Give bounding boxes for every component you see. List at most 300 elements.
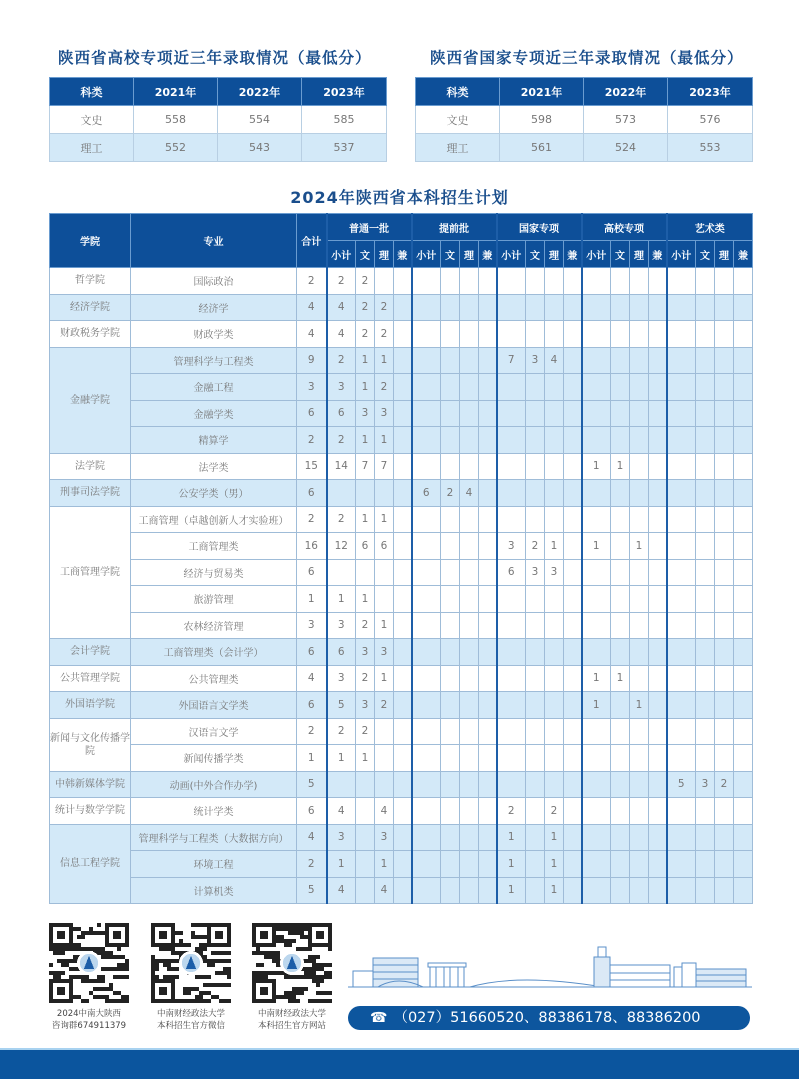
quota-cell xyxy=(715,374,734,401)
quota-cell xyxy=(715,268,734,295)
quota-cell xyxy=(441,718,460,745)
quota-cell xyxy=(696,745,715,772)
quota-cell xyxy=(582,851,611,878)
quota-cell xyxy=(715,586,734,613)
quota-cell xyxy=(715,665,734,692)
quota-cell xyxy=(356,480,375,507)
quota-cell xyxy=(394,480,412,507)
quota-cell xyxy=(564,824,582,851)
quota-cell xyxy=(715,612,734,639)
quota-cell xyxy=(611,851,630,878)
quota-cell: 1 xyxy=(356,745,375,772)
quota-cell xyxy=(667,877,696,904)
quota-cell xyxy=(564,294,582,321)
quota-cell xyxy=(667,612,696,639)
quota-cell: 4 xyxy=(375,877,394,904)
quota-cell: 1 xyxy=(375,851,394,878)
qr-label-line: 2024中南大陕西 xyxy=(56,1009,122,1019)
quota-cell: 2 xyxy=(356,665,375,692)
quota-cell xyxy=(582,427,611,454)
quota-cell xyxy=(394,798,412,825)
qr-label-line: 中南财经政法大学 xyxy=(156,1009,225,1019)
quota-cell: 3 xyxy=(327,612,356,639)
major-name: 精算学 xyxy=(131,427,297,454)
quota-cell xyxy=(696,321,715,348)
quota-cell xyxy=(460,533,479,560)
quota-cell: 1 xyxy=(356,347,375,374)
major-name: 外国语言文学类 xyxy=(131,692,297,719)
quota-cell xyxy=(460,586,479,613)
quota-cell xyxy=(564,559,582,586)
quota-cell xyxy=(715,453,734,480)
table-header-row xyxy=(50,78,387,106)
quota-cell xyxy=(696,453,715,480)
quota-cell xyxy=(715,877,734,904)
quota-cell xyxy=(630,824,649,851)
table-row xyxy=(50,718,753,745)
quota-cell xyxy=(545,692,564,719)
quota-cell xyxy=(394,400,412,427)
table-row xyxy=(50,851,753,878)
quota-cell xyxy=(696,400,715,427)
quota-cell xyxy=(734,665,753,692)
quota-cell: 2 xyxy=(375,374,394,401)
quota-cell xyxy=(564,771,582,798)
quota-cell: 2 xyxy=(375,321,394,348)
quota-cell xyxy=(441,559,460,586)
quota-cell xyxy=(649,877,667,904)
quota-cell xyxy=(545,506,564,533)
major-name: 工商管理类（会计学） xyxy=(131,639,297,666)
table-row xyxy=(50,268,753,295)
total-cell: 4 xyxy=(297,665,327,692)
quota-cell xyxy=(394,718,412,745)
college-name: 统计与数学学院 xyxy=(50,798,131,825)
quota-cell: 2 xyxy=(441,480,460,507)
quota-cell xyxy=(582,798,611,825)
guojia-table-title: 陕西省国家专项近三年录取情况（最低分） xyxy=(430,49,744,67)
header-sub: 小计 xyxy=(497,241,526,268)
table-cell: 543 xyxy=(218,134,302,162)
quota-cell xyxy=(630,559,649,586)
table-row xyxy=(50,771,753,798)
phone-icon: ☎ xyxy=(370,1010,388,1026)
table-row xyxy=(50,877,753,904)
quota-cell xyxy=(479,612,497,639)
major-name: 农林经济管理 xyxy=(131,612,297,639)
quota-cell xyxy=(649,586,667,613)
quota-cell: 1 xyxy=(375,427,394,454)
major-name: 经济学 xyxy=(131,294,297,321)
header-sub: 理 xyxy=(545,241,564,268)
quota-cell xyxy=(649,506,667,533)
table-row xyxy=(50,612,753,639)
quota-cell xyxy=(696,718,715,745)
quota-cell xyxy=(460,665,479,692)
quota-cell xyxy=(394,692,412,719)
quota-cell xyxy=(630,718,649,745)
quota-cell xyxy=(460,718,479,745)
quota-cell xyxy=(734,400,753,427)
college-name: 会计学院 xyxy=(50,639,131,666)
total-cell: 2 xyxy=(297,506,327,533)
quota-cell: 2 xyxy=(327,427,356,454)
quota-cell xyxy=(545,374,564,401)
quota-cell xyxy=(715,718,734,745)
quota-cell xyxy=(479,877,497,904)
quota-cell xyxy=(526,745,545,772)
quota-cell xyxy=(497,639,526,666)
quota-cell xyxy=(375,586,394,613)
table-row xyxy=(50,639,753,666)
quota-cell xyxy=(734,851,753,878)
header-cell: 2022年 xyxy=(584,78,668,106)
quota-cell xyxy=(394,559,412,586)
major-name: 公安学类（男） xyxy=(131,480,297,507)
quota-cell xyxy=(564,692,582,719)
major-name: 环境工程 xyxy=(131,851,297,878)
quota-cell xyxy=(667,718,696,745)
quota-cell xyxy=(394,586,412,613)
header-cell: 2021年 xyxy=(134,78,218,106)
quota-cell xyxy=(582,506,611,533)
quota-cell xyxy=(441,877,460,904)
quota-cell xyxy=(479,692,497,719)
quota-cell: 1 xyxy=(375,612,394,639)
qr-code[interactable] xyxy=(151,923,231,1003)
quota-cell xyxy=(734,453,753,480)
quota-cell: 2 xyxy=(327,718,356,745)
quota-cell xyxy=(611,321,630,348)
quota-cell xyxy=(715,294,734,321)
quota-cell xyxy=(611,506,630,533)
quota-cell: 4 xyxy=(545,347,564,374)
quota-cell: 2 xyxy=(356,612,375,639)
quota-cell: 1 xyxy=(356,374,375,401)
quota-cell xyxy=(667,559,696,586)
quota-cell xyxy=(545,453,564,480)
table-cell: 576 xyxy=(668,106,753,134)
quota-cell: 1 xyxy=(497,824,526,851)
quota-cell xyxy=(667,824,696,851)
quota-cell xyxy=(545,612,564,639)
quota-cell: 3 xyxy=(327,824,356,851)
quota-cell xyxy=(479,453,497,480)
major-name: 财政学类 xyxy=(131,321,297,348)
quota-cell xyxy=(497,506,526,533)
quota-cell: 4 xyxy=(375,798,394,825)
quota-cell xyxy=(649,559,667,586)
quota-cell xyxy=(394,877,412,904)
quota-cell xyxy=(460,639,479,666)
quota-cell: 7 xyxy=(375,453,394,480)
quota-cell xyxy=(327,559,356,586)
quota-cell xyxy=(460,559,479,586)
quota-cell: 3 xyxy=(526,347,545,374)
qr-code[interactable] xyxy=(252,923,332,1003)
quota-cell xyxy=(526,374,545,401)
header-sub: 小计 xyxy=(582,241,611,268)
quota-cell xyxy=(460,321,479,348)
quota-cell xyxy=(526,877,545,904)
quota-cell xyxy=(479,718,497,745)
quota-cell xyxy=(667,586,696,613)
header-sub: 理 xyxy=(630,241,649,268)
quota-cell: 2 xyxy=(356,718,375,745)
table-cell: 598 xyxy=(500,106,584,134)
quota-cell xyxy=(630,851,649,878)
quota-cell xyxy=(497,480,526,507)
quota-cell xyxy=(696,824,715,851)
table-row xyxy=(50,798,753,825)
quota-cell xyxy=(734,745,753,772)
quota-cell xyxy=(715,639,734,666)
quota-cell xyxy=(356,559,375,586)
quota-cell xyxy=(667,480,696,507)
quota-cell xyxy=(630,771,649,798)
quota-cell xyxy=(696,294,715,321)
quota-cell xyxy=(582,718,611,745)
quota-cell xyxy=(715,321,734,348)
quota-cell xyxy=(696,877,715,904)
quota-cell xyxy=(394,321,412,348)
quota-cell xyxy=(441,374,460,401)
quota-cell xyxy=(441,824,460,851)
quota-cell xyxy=(734,639,753,666)
quota-cell: 1 xyxy=(582,692,611,719)
quota-cell xyxy=(734,506,753,533)
quota-cell xyxy=(649,745,667,772)
quota-cell xyxy=(394,745,412,772)
quota-cell xyxy=(564,665,582,692)
college-name: 工商管理学院 xyxy=(50,506,131,639)
quota-cell xyxy=(412,321,441,348)
quota-cell xyxy=(394,374,412,401)
quota-cell xyxy=(412,427,441,454)
quota-cell xyxy=(734,877,753,904)
quota-cell: 1 xyxy=(630,533,649,560)
quota-cell xyxy=(412,533,441,560)
quota-cell: 5 xyxy=(667,771,696,798)
quota-cell xyxy=(564,798,582,825)
qr-label-line: 本科招生官方网站 xyxy=(257,1021,326,1031)
quota-cell xyxy=(611,771,630,798)
quota-cell xyxy=(412,347,441,374)
quota-cell: 4 xyxy=(327,321,356,348)
quota-cell xyxy=(630,586,649,613)
quota-cell xyxy=(696,347,715,374)
quota-cell xyxy=(564,533,582,560)
table-row xyxy=(416,106,753,134)
quota-cell xyxy=(611,586,630,613)
quota-cell xyxy=(394,771,412,798)
college-name: 刑事司法学院 xyxy=(50,480,131,507)
quota-cell xyxy=(479,559,497,586)
quota-cell xyxy=(460,347,479,374)
quota-cell xyxy=(667,533,696,560)
quota-cell xyxy=(479,321,497,348)
quota-cell xyxy=(356,798,375,825)
quota-cell xyxy=(526,427,545,454)
header-sub: 理 xyxy=(715,241,734,268)
total-cell: 6 xyxy=(297,400,327,427)
quota-cell xyxy=(497,718,526,745)
quota-cell xyxy=(375,771,394,798)
header-sub: 小计 xyxy=(667,241,696,268)
quota-cell xyxy=(479,665,497,692)
quota-cell xyxy=(734,718,753,745)
quota-cell xyxy=(497,321,526,348)
quota-cell xyxy=(460,745,479,772)
quota-cell xyxy=(649,851,667,878)
table-row xyxy=(50,692,753,719)
header-group: 艺术类 xyxy=(667,214,753,241)
college-name: 新闻与文化传播学院 xyxy=(50,718,131,771)
quota-cell xyxy=(479,798,497,825)
header-college: 学院 xyxy=(50,214,131,268)
quota-cell xyxy=(545,294,564,321)
quota-cell xyxy=(715,745,734,772)
quota-cell xyxy=(460,612,479,639)
quota-cell xyxy=(734,586,753,613)
quota-cell xyxy=(582,347,611,374)
quota-cell xyxy=(715,824,734,851)
quota-cell xyxy=(412,586,441,613)
quota-cell xyxy=(545,427,564,454)
total-cell: 15 xyxy=(297,453,327,480)
major-name: 金融工程 xyxy=(131,374,297,401)
total-cell: 5 xyxy=(297,877,327,904)
quota-cell: 7 xyxy=(497,347,526,374)
quota-cell xyxy=(611,294,630,321)
quota-cell xyxy=(667,427,696,454)
enrollment-plan-table xyxy=(49,213,753,904)
quota-cell xyxy=(611,374,630,401)
quota-cell xyxy=(412,718,441,745)
quota-cell xyxy=(441,400,460,427)
quota-cell: 3 xyxy=(375,400,394,427)
quota-cell xyxy=(630,321,649,348)
quota-cell xyxy=(734,294,753,321)
major-name: 统计学类 xyxy=(131,798,297,825)
quota-cell xyxy=(696,665,715,692)
quota-cell xyxy=(734,559,753,586)
quota-cell xyxy=(356,771,375,798)
quota-cell xyxy=(715,347,734,374)
quota-cell xyxy=(564,400,582,427)
table-row xyxy=(416,134,753,162)
quota-cell xyxy=(564,347,582,374)
quota-cell xyxy=(394,533,412,560)
quota-cell xyxy=(394,294,412,321)
quota-cell xyxy=(696,639,715,666)
quota-cell xyxy=(649,665,667,692)
quota-cell xyxy=(545,665,564,692)
quota-cell xyxy=(582,268,611,295)
quota-cell xyxy=(649,824,667,851)
quota-cell: 1 xyxy=(497,877,526,904)
total-cell: 16 xyxy=(297,533,327,560)
quota-cell xyxy=(649,798,667,825)
quota-cell: 2 xyxy=(356,294,375,321)
quota-cell xyxy=(441,586,460,613)
quota-cell xyxy=(649,533,667,560)
bottom-band xyxy=(0,1048,799,1079)
quota-cell: 2 xyxy=(715,771,734,798)
quota-cell xyxy=(526,665,545,692)
table-row xyxy=(50,400,753,427)
quota-cell xyxy=(696,506,715,533)
quota-cell xyxy=(412,771,441,798)
quota-cell xyxy=(630,294,649,321)
quota-cell: 2 xyxy=(327,347,356,374)
quota-cell xyxy=(460,692,479,719)
major-name: 国际政治 xyxy=(131,268,297,295)
quota-cell: 2 xyxy=(356,321,375,348)
header-sub: 文 xyxy=(441,241,460,268)
quota-cell xyxy=(460,851,479,878)
major-name: 法学类 xyxy=(131,453,297,480)
quota-cell xyxy=(412,692,441,719)
quota-cell xyxy=(375,268,394,295)
header-sub: 文 xyxy=(526,241,545,268)
table-cell: 理工 xyxy=(50,134,134,162)
quota-cell xyxy=(479,480,497,507)
qr-code[interactable] xyxy=(49,923,129,1003)
quota-cell xyxy=(611,718,630,745)
quota-cell xyxy=(611,877,630,904)
quota-cell: 3 xyxy=(545,559,564,586)
header-sub: 文 xyxy=(356,241,375,268)
quota-cell xyxy=(734,771,753,798)
quota-cell xyxy=(497,665,526,692)
quota-cell xyxy=(526,639,545,666)
quota-cell xyxy=(667,321,696,348)
quota-cell: 3 xyxy=(375,639,394,666)
quota-cell xyxy=(394,347,412,374)
table-row xyxy=(50,294,753,321)
header-cell: 2021年 xyxy=(500,78,584,106)
quota-cell xyxy=(696,533,715,560)
quota-cell xyxy=(460,453,479,480)
quota-cell xyxy=(611,559,630,586)
header-group: 提前批 xyxy=(412,214,497,241)
quota-cell xyxy=(564,586,582,613)
quota-cell xyxy=(497,771,526,798)
quota-cell xyxy=(526,612,545,639)
quota-cell xyxy=(734,374,753,401)
quota-cell: 3 xyxy=(356,639,375,666)
quota-cell xyxy=(611,427,630,454)
college-name: 哲学院 xyxy=(50,268,131,295)
quota-cell xyxy=(564,427,582,454)
quota-cell xyxy=(460,294,479,321)
table-row xyxy=(50,321,753,348)
major-name: 旅游管理 xyxy=(131,586,297,613)
quota-cell xyxy=(649,718,667,745)
quota-cell: 1 xyxy=(375,347,394,374)
quota-cell xyxy=(649,400,667,427)
quota-cell xyxy=(582,400,611,427)
quota-cell: 3 xyxy=(327,374,356,401)
quota-cell xyxy=(630,268,649,295)
table-row xyxy=(50,586,753,613)
quota-cell: 1 xyxy=(545,824,564,851)
quota-cell xyxy=(734,612,753,639)
quota-cell xyxy=(412,294,441,321)
quota-cell xyxy=(412,798,441,825)
total-cell: 6 xyxy=(297,480,327,507)
